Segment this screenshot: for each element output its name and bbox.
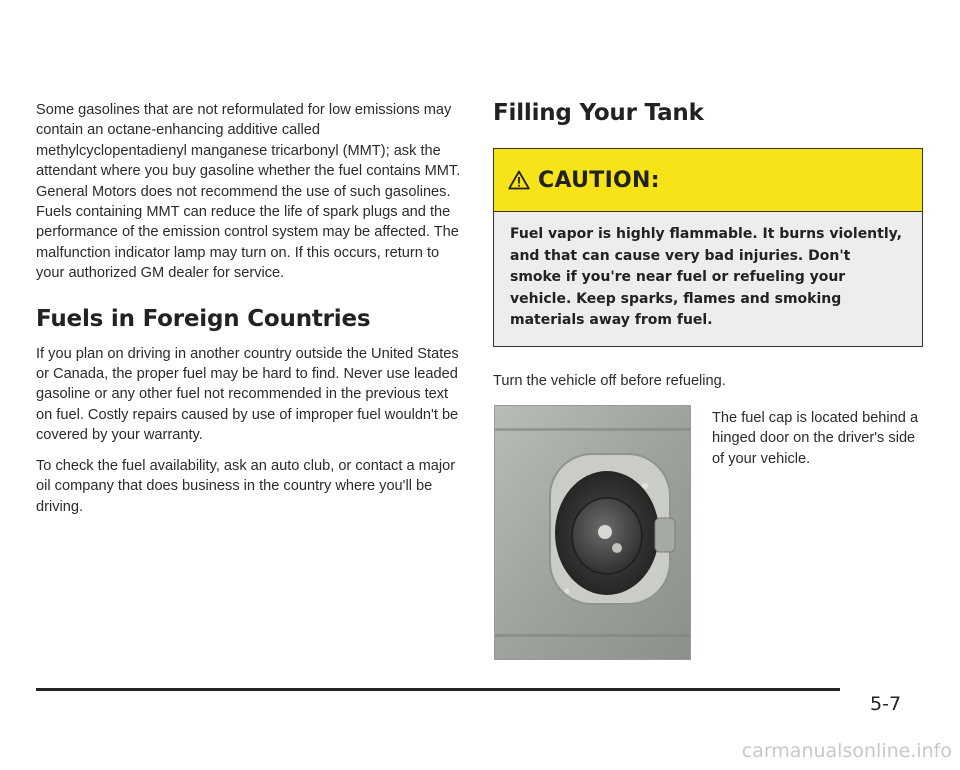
footer-rule — [36, 688, 840, 691]
fuel-availability-paragraph: To check the fuel availability, ask an auto club, or contact a major oil company that does business in the country where you'll be driving. — [36, 457, 456, 515]
caution-box — [493, 148, 923, 347]
turn-off-instruction: Turn the vehicle off before refueling. — [493, 372, 726, 389]
fuel-cap-caption: The fuel cap is located behind a hinged door on the driver's side of your vehicle. — [712, 409, 919, 467]
left-column — [36, 100, 464, 517]
watermark: carmanualsonline.info — [741, 740, 952, 762]
caution-header — [494, 149, 922, 212]
right-column — [493, 100, 923, 660]
page-number: 5-7 — [870, 693, 902, 715]
foreign-fuels-heading: Fuels in Foreign Countries — [36, 305, 371, 332]
mmt-paragraph: Some gasolines that are not reformulated for low emissions may contain an octane-enhancing additive called methylcyclopentadienyl manganese tricarbonyl (MMT); ask the attendant where you buy gasoline whether the fuel contains MMT. General Motors does not recommend the use of such gasolines. Fuels containing MMT can reduce the life of spark plugs and the performance of the emission control system may be affected. The malfunction indicator lamp may turn on. If this occurs, return to your authorized GM dealer for service. — [36, 102, 461, 282]
fuel-door-photo — [494, 405, 691, 660]
foreign-fuels-paragraph: If you plan on driving in another country outside the United States or Canada, the proper fuel may be hard to find. Never use leaded gasoline or any other fuel not recommended in the previous text on fuel. Costly repairs caused by use of improper fuel wouldn't be covered by your warranty. — [36, 345, 459, 444]
caution-text: Fuel vapor is highly flammable. It burns violently, and that can cause very bad injuries. Don't smoke if you're near fuel or refueling your vehicle. Keep sparks, flames and smoking materials away from fuel. — [510, 226, 902, 328]
filling-tank-heading: Filling Your Tank — [493, 100, 704, 126]
caution-title: CAUTION: — [538, 167, 660, 193]
fuel-cap-figure — [493, 405, 923, 660]
warning-triangle-icon — [508, 170, 530, 190]
